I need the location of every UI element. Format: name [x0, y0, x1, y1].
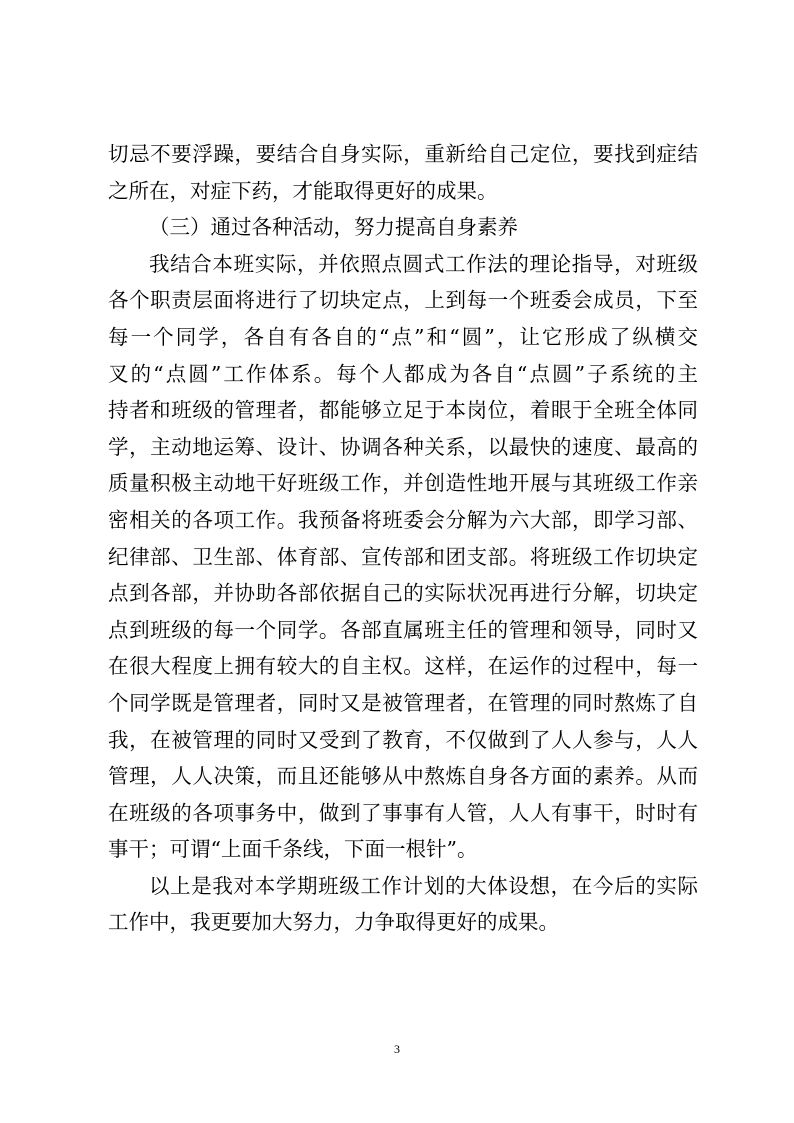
text-line: 在很大程度上拥有较大的自主权。这样，在运作的过程中，每一 [108, 654, 698, 679]
section-heading-text: （三）通过各种活动，努力提高自身素养 [149, 215, 518, 240]
text-line: 管理，人人决策，而且还能够从中熬炼自身各方面的素养。从而 [108, 764, 698, 789]
text-line: 点到各部，并协助各部依据自己的实际状况再进行分解，切块定 [108, 581, 698, 606]
text-line: 以上是我对本学期班级工作计划的大体设想，在今后的实际 [149, 873, 698, 898]
document-body [108, 136, 698, 941]
text-line: 工作中，我更要加大努力，力争取得更好的成果。 [108, 910, 559, 935]
text-line: 每一个同学，各自有各自的“点”和“圆”，让它形成了纵横交 [108, 324, 698, 349]
text-line: 密相关的各项工作。我预备将班委会分解为六大部，即学习部、 [108, 507, 698, 532]
text-line: 学，主动地运筹、设计、协调各种关系，以最快的速度、最高的 [108, 434, 698, 459]
paragraph-1 [108, 136, 698, 209]
text-line: 我结合本班实际，并依照点圆式工作法的理论指导，对班级 [149, 251, 698, 276]
text-line: 点到班级的每一个同学。各部直属班主任的管理和领导，同时又 [108, 617, 698, 642]
paragraph-2 [108, 246, 698, 868]
text-line: 个同学既是管理者，同时又是被管理者，在管理的同时熬炼了自 [108, 690, 698, 715]
paragraph-3 [108, 868, 698, 941]
text-line: 我，在被管理的同时又受到了教育，不仅做到了人人参与，人人 [108, 727, 698, 752]
text-line: 事干；可谓“上面千条线，下面一根针”。 [108, 837, 478, 862]
text-line: 之所在，对症下药，才能取得更好的成果。 [108, 178, 498, 203]
text-line: 持者和班级的管理者，都能够立足于本岗位，着眼于全班全体同 [108, 398, 698, 423]
text-line: 各个职责层面将进行了切块定点，上到每一个班委会成员，下至 [108, 288, 698, 313]
text-line: 叉的“点圆”工作体系。每个人都成为各自“点圆”子系统的主 [108, 361, 698, 386]
text-line: 质量积极主动地干好班级工作，并创造性地开展与其班级工作亲 [108, 471, 698, 496]
page-number: 3 [394, 1042, 400, 1056]
text-line: 纪律部、卫生部、体育部、宣传部和团支部。将班级工作切块定 [108, 544, 698, 569]
section-heading [108, 209, 698, 246]
text-line: 在班级的各项事务中，做到了事事有人管，人人有事干，时时有 [108, 800, 698, 825]
text-line: 切忌不要浮躁，要结合自身实际，重新给自己定位，要找到症结 [108, 142, 698, 166]
